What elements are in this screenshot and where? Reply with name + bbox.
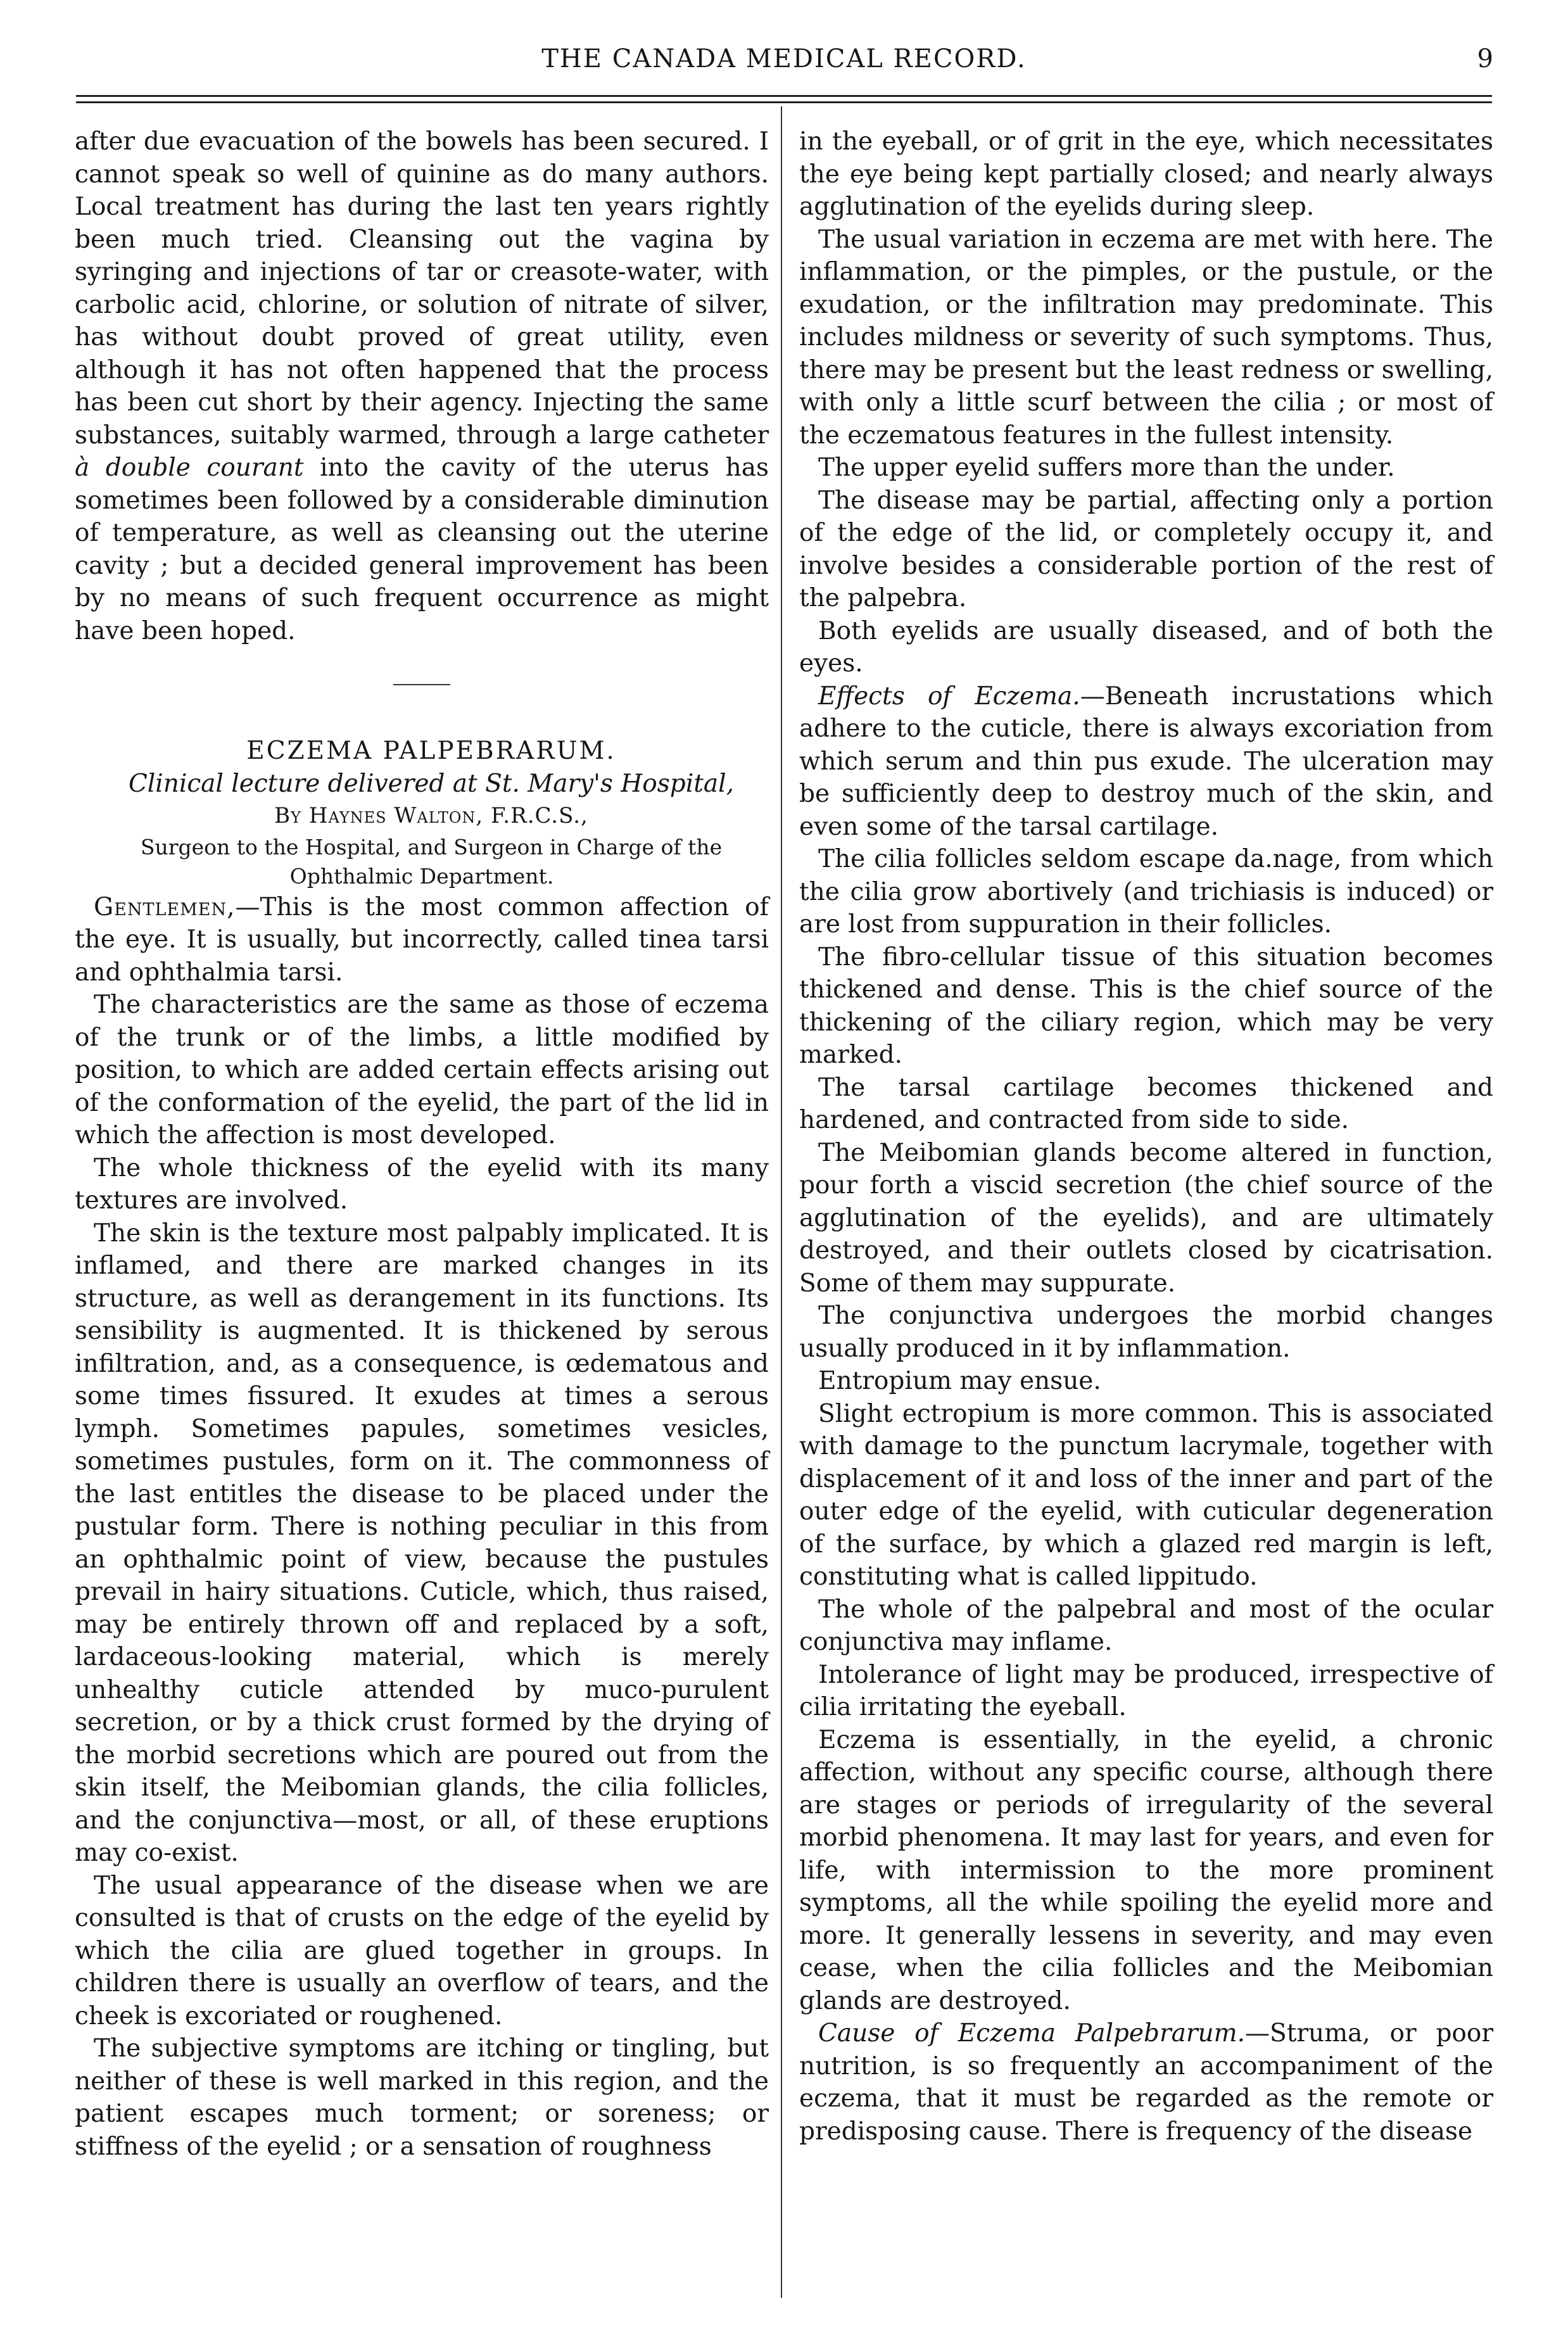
column-divider xyxy=(781,106,782,2298)
article-byline: By Haynes Walton, F.R.C.S., xyxy=(274,803,588,828)
header-rule-top xyxy=(76,95,1492,97)
paragraph: Eczema is essentially, in the eyelid, a chronic affection, without any specific course, although there are stages or periods of irregularity of the several morbid phenomena. It may last for years, and even for life, with intermission to the more prominent symptoms, all the while spoiling the eyelid more and more. It generally lessens in severity, and may even cease, when the cilia follicles and the Meibomian glands are destroyed. xyxy=(799,1725,1493,2015)
paragraph xyxy=(799,680,1493,844)
paragraph: Both eyelids are usually diseased, and of both the eyes. xyxy=(799,616,1493,678)
paragraph: Slight ectropium is more common. This is associated with damage to the punctum lacrymale, together with displacement of it and loss of the inner and part of the outer edge of the eyelid, with cuticular degeneration of the surface, by which a glazed red margin is left, constituting what is called lippitudo. xyxy=(799,1399,1493,1591)
paragraph: The conjunctiva undergoes the morbid changes usually produced in it by inflammation. xyxy=(799,1302,1493,1363)
article-subtitle: Clinical lecture delivered at St. Mary's Hospital, xyxy=(128,769,735,798)
intro-text: after due evacuation of the bowels has been secured. I cannot speak so well of quinine as do many authors. Local treatment has during the last ten years rightly been much tried. Cleansing out the vagina by syringing and injections of tar or creasote-water, with carbolic acid, chlorine, or solution of nitrate of silver, has without doubt proved of great utility, even although it has not often happened that the process has been cut short by their agency. Injecting the same substances, suitably warmed, through a large catheter xyxy=(75,127,769,450)
section-heading-italic: Cause of Eczema Palpebrarum. xyxy=(818,2019,1245,2048)
article-title: ECZEMA PALPEBRARUM. xyxy=(246,737,616,765)
page-number: 9 xyxy=(1477,44,1493,73)
left-column xyxy=(75,125,769,2163)
section-heading-italic: Effects of Eczema. xyxy=(818,681,1080,711)
paragraph: The whole of the palpebral and most of the ocular conjunctiva may inflame. xyxy=(799,1595,1493,1656)
paragraph: The tarsal cartilage becomes thickened and hardened, and contracted from side to side. xyxy=(799,1073,1493,1134)
paragraph: The fibro-cellular tissue of this situation becomes thickened and dense. This is the chief source of the thickening of the ciliary region, which may be very marked. xyxy=(799,942,1493,1069)
paragraph-text: —This is the most common affection of the eye. It is usually, but incorrectly, called tinea tarsi and ophthalmia tarsi. xyxy=(75,892,769,987)
paragraph: The upper eyelid suffers more than the under. xyxy=(818,453,1395,482)
paragraph: The subjective symptoms are itching or tingling, but neither of these is well marked in this region, and the patient escapes much torment; or soreness; or stiffness of the eyelid ; or a sensation of roughness xyxy=(75,2034,769,2161)
paragraph xyxy=(75,891,769,989)
paragraph-text: —Struma, or poor nutrition, is so frequently an accompaniment of the eczema, that it must be regarded as the remote or predisposing cause. There is frequency of the disease xyxy=(799,2019,1494,2146)
paragraph: The cilia follicles seldom escape da.nage, from which the cilia grow abortively (and trichiasis is induced) or are lost from suppuration in their follicles. xyxy=(799,845,1493,939)
paragraph: The disease may be partial, affecting only a portion of the edge of the lid, or completely occupy it, and involve besides a considerable portion of the rest of the palpebra. xyxy=(799,486,1493,612)
paragraph: The characteristics are the same as those of eczema of the trunk or of the limbs, a little modified by position, to which are added certain effects arising out of the conformation of the eyelid, the part of the lid in which the affection is most developed. xyxy=(75,991,769,1150)
section-separator xyxy=(393,684,450,685)
right-column xyxy=(799,125,1493,2148)
running-head: THE CANADA MEDICAL RECORD. xyxy=(541,44,1027,73)
paragraph: in the eyeball, or of grit in the eye, which necessitates the eye being kept partially closed; and nearly always agglutination of the eyelids during sleep. xyxy=(799,127,1493,221)
intro-paragraph xyxy=(75,125,769,647)
paragraph-text: —Beneath incrustations which adhere to the cuticle, there is always excoriation from which serum and thin pus exude. The ulceration may be sufficiently deep to destroy much of the skin, and even some of the tarsal cartilage. xyxy=(799,681,1493,841)
salutation: Gentlemen, xyxy=(94,892,236,922)
paragraph xyxy=(799,2017,1493,2148)
intro-italic-phrase: à double courant xyxy=(75,453,304,482)
page-header xyxy=(0,37,1568,81)
paragraph: The skin is the texture most palpably implicated. It is inflamed, and there are marked changes in its structure, as well as derangement in its functions. Its sensibility is augmented. It is thickened by serous infiltration, and, as a consequence, is œdematous and some times fissured. It exudes at times a serous lymph. Sometimes papules, sometimes vesicles, sometimes pustules, form on it. The commonness of the last entitles the disease to be placed under the pustular form. There is nothing peculiar in this from an ophthalmic point of view, because the pustules prevail in hairy situations. Cuticle, which, thus raised, may be entirely thrown off and replaced by a soft, lardaceous-looking material, which is merely unhealthy cuticle attended by muco-purulent secretion, or by a thick crust formed by the drying of the morbid secretions which are poured out from the skin itself, the Meibomian glands, the cilia follicles, and the conjunctiva—most, or all, of these eruptions may co-exist. xyxy=(75,1219,769,1867)
article-affiliation: Surgeon to the Hospital, and Surgeon in Charge of the Ophthalmic Department. xyxy=(140,834,723,889)
paragraph: The usual appearance of the disease when we are consulted is that of crusts on the edge of the eyelid by which the cilia are glued together in groups. In children there is usually an overflow of tears, and the cheek is excoriated or roughened. xyxy=(75,1871,769,2030)
paragraph: The usual variation in eczema are met with here. The inflammation, or the pimples, or the pustule, or the exudation, or the infiltration may predominate. This includes mildness or severity of such symptoms. Thus, there may be present but the least redness or swelling, with only a little scurf between the cilia ; or most of the eczematous features in the fullest intensity. xyxy=(799,225,1493,450)
paragraph: Intolerance of light may be produced, irrespective of cilia irritating the eyeball. xyxy=(799,1660,1493,1721)
intro-text-end: into the cavity of the uterus has sometimes been followed by a considerable diminution of temperature, as well as cleansing out the uterine cavity ; but a decided general improvement has been by no means of such frequent occurrence as might have been hoped. xyxy=(75,453,769,645)
paragraph: The Meibomian glands become altered in function, pour forth a viscid secretion (the chief source of the agglutination of the eyelids), and are ultimately destroyed, and their outlets closed by cicatrisation. Some of them may suppurate. xyxy=(799,1138,1493,1298)
header-rule-bottom xyxy=(76,101,1492,103)
paragraph: The whole thickness of the eyelid with its many textures are involved. xyxy=(75,1153,769,1215)
paragraph: Entropium may ensue. xyxy=(818,1367,1101,1395)
